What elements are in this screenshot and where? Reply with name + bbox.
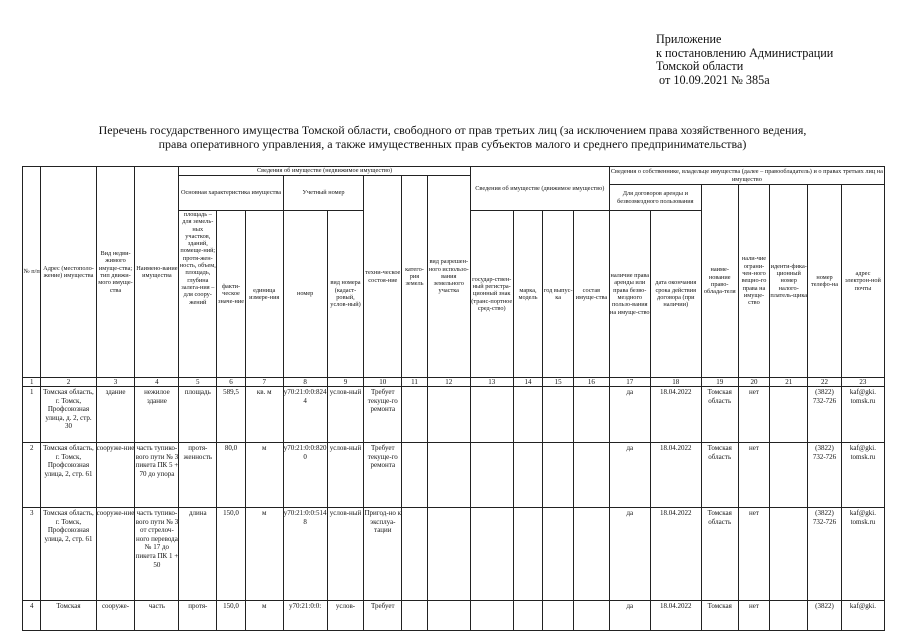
cell-year — [543, 443, 574, 508]
hdr-col-20: нали-чие ограни-чен-ного вещно-го права на имуще-ство — [738, 185, 770, 378]
cell-number: 1 — [23, 387, 41, 443]
cell-year — [543, 601, 574, 631]
hdr-col-5: площадь – для земель-ных участков, зданий, помеще-ний; протя-жен-ность, объем, площадь, глубина залега-ния – для соору-жений — [179, 211, 217, 378]
cell-reg-number: у70:21:0:0:8244 — [283, 387, 327, 443]
hdr-col-9: вид номера (кадаст-ровый, услов-ный) — [327, 211, 364, 378]
cell-model — [513, 387, 543, 443]
cell-lease-right: да — [609, 443, 650, 508]
cell-condition: Требует — [364, 601, 402, 631]
title-line-1: Перечень государственного имущества Томской области, свободного от прав третьих лиц (за исключением права хозяйственного ведения, — [98, 123, 807, 137]
cell-contract-end: 18.04.2022 — [650, 508, 701, 601]
col-number: 6 — [217, 378, 246, 387]
hdr-group-lease: Для договоров аренды и безвозмездного пользования — [609, 185, 701, 211]
cell-characteristic: протя-женность — [179, 443, 217, 508]
cell-email: kaf@gki. tomsk.ru — [841, 387, 884, 443]
hdr-group-main: Основная характеристика имущества — [179, 176, 283, 211]
cell-unit: м — [245, 443, 283, 508]
col-number: 18 — [650, 378, 701, 387]
cell-number: 3 — [23, 508, 41, 601]
appendix-block — [656, 33, 833, 87]
cell-name: часть — [135, 601, 179, 631]
cell-lease-right: да — [609, 508, 650, 601]
cell-vehicle-reg — [470, 387, 513, 443]
cell-vehicle-reg — [470, 443, 513, 508]
cell-value: 150,0 — [217, 508, 246, 601]
cell-land-use — [427, 443, 470, 508]
column-number-row — [23, 378, 885, 387]
col-number: 10 — [364, 378, 402, 387]
cell-unit: м — [245, 601, 283, 631]
appendix-line-1: Приложение — [656, 32, 722, 46]
cell-land-category — [402, 601, 428, 631]
hdr-col-21: иденти-фика-ционный номер налого-платель-щика — [770, 185, 808, 378]
cell-land-category — [402, 443, 428, 508]
cell-model — [513, 601, 543, 631]
document-title — [20, 123, 885, 151]
cell-land-category — [402, 387, 428, 443]
cell-year — [543, 508, 574, 601]
cell-phone: (3822) 732-726 — [808, 443, 842, 508]
cell-number: 4 — [23, 601, 41, 631]
cell-address: Томская область, г. Томск, Профсоюзная улица, 2, стр. 61 — [41, 508, 96, 601]
hdr-col-13: государ-ствен-ный регистра-ционный знак (транс-портное сред-ство) — [470, 211, 513, 378]
cell-lease-right: да — [609, 387, 650, 443]
cell-encumbrance: нет — [738, 601, 770, 631]
col-number: 23 — [841, 378, 884, 387]
col-number: 21 — [770, 378, 808, 387]
col-number: 5 — [179, 378, 217, 387]
cell-vehicle-reg — [470, 601, 513, 631]
appendix-line-4: от 10.09.2021 № 385а — [656, 72, 770, 87]
col-number: 16 — [574, 378, 610, 387]
hdr-group-owner: Сведения о собственнике, владельце имущества (далее – правообладатель) и о правах третьих лиц на имущество — [610, 168, 883, 183]
cell-unit: кв. м — [245, 387, 283, 443]
hdr-col-7: единица измере-ния — [245, 211, 283, 378]
col-number: 15 — [543, 378, 574, 387]
cell-model — [513, 443, 543, 508]
col-number: 8 — [283, 378, 327, 387]
table-row — [23, 601, 885, 631]
cell-address: Томская — [41, 601, 96, 631]
col-number: 7 — [245, 378, 283, 387]
hdr-col-6: факти-ческое значе-ние — [217, 211, 246, 378]
cell-inn — [770, 387, 808, 443]
appendix-line-3: Томской области — [656, 59, 744, 74]
cell-type: сооруже-ние — [96, 443, 135, 508]
cell-condition: Требует текуще-го ремонта — [364, 387, 402, 443]
cell-land-use — [427, 508, 470, 601]
cell-owner: Томская — [701, 601, 738, 631]
col-number: 11 — [402, 378, 428, 387]
cell-number-type: услов- — [327, 601, 364, 631]
hdr-col-4: Наимено-вание имущества — [135, 167, 179, 378]
cell-year — [543, 387, 574, 443]
hdr-col-16: состав имуще-ства — [574, 211, 610, 378]
hdr-col-12: вид разрешен-ного использо-вания земельного участка — [427, 176, 470, 378]
cell-name: нежилое здание — [135, 387, 179, 443]
hdr-col-23: адрес электрон-ной почты — [841, 185, 884, 378]
hdr-col-18: дата окончания срока действия договора (при наличии) — [650, 211, 701, 378]
cell-vehicle-reg — [470, 508, 513, 601]
cell-address: Томская область, г. Томск, Профсоюзная улица, д. 2, стр. 30 — [41, 387, 96, 443]
col-number: 4 — [135, 378, 179, 387]
col-number: 12 — [427, 378, 470, 387]
hdr-col-11: катего-рия земель — [402, 176, 428, 378]
col-number: 3 — [96, 378, 135, 387]
hdr-col-3: Вид недви-жимого имуще-ства; тип движи-мого имуще-ства — [96, 167, 135, 378]
hdr-group-movable: Сведения об имуществе (движимое имущество) — [470, 167, 609, 211]
cell-name: часть тупико-вого пути № 3 от стрелоч-ного перевода № 17 до пикета ПК 1 + 50 — [135, 508, 179, 601]
cell-reg-number: у70:21:0:0: — [283, 601, 327, 631]
cell-email: kaf@gki. — [841, 601, 884, 631]
cell-owner: Томская область — [701, 508, 738, 601]
hdr-group-cadastral: Учетный номер — [283, 176, 364, 211]
col-number: 13 — [470, 378, 513, 387]
cell-phone: (3822) 732-726 — [808, 387, 842, 443]
hdr-col-1: № п/п — [23, 167, 41, 378]
cell-owner: Томская область — [701, 387, 738, 443]
cell-number-type: услов-ный — [327, 508, 364, 601]
cell-type: сооруже- — [96, 601, 135, 631]
cell-land-use — [427, 601, 470, 631]
appendix-line-2: к постановлению Администрации — [656, 45, 834, 60]
cell-phone: (3822) 732-726 — [808, 508, 842, 601]
cell-model — [513, 508, 543, 601]
cell-reg-number: у70:21:0:0:8200 — [283, 443, 327, 508]
col-number: 17 — [609, 378, 650, 387]
cell-contract-end: 18.04.2022 — [650, 387, 701, 443]
cell-value: 589,5 — [217, 387, 246, 443]
hdr-col-10: техни-ческое состоя-ние — [364, 176, 402, 378]
cell-number: 2 — [23, 443, 41, 508]
col-number: 1 — [23, 378, 41, 387]
col-number: 19 — [701, 378, 738, 387]
cell-composition — [574, 601, 610, 631]
cell-characteristic: площадь — [179, 387, 217, 443]
cell-contract-end: 18.04.2022 — [650, 601, 701, 631]
cell-contract-end: 18.04.2022 — [650, 443, 701, 508]
cell-email: kaf@gki. tomsk.ru — [841, 443, 884, 508]
col-number: 9 — [327, 378, 364, 387]
cell-type: сооруже-ние — [96, 508, 135, 601]
hdr-col-14: марка, модель — [513, 211, 543, 378]
cell-land-use — [427, 387, 470, 443]
hdr-col-19: наиме-нование право-облада-теля — [701, 185, 738, 378]
property-table — [22, 166, 885, 631]
cell-encumbrance: нет — [738, 387, 770, 443]
table-row — [23, 443, 885, 508]
cell-reg-number: у70:21:0:0:5148 — [283, 508, 327, 601]
cell-owner: Томская область — [701, 443, 738, 508]
cell-characteristic: длина — [179, 508, 217, 601]
cell-inn — [770, 601, 808, 631]
hdr-group-realty: Сведения об имуществе (недвижимое имущество) — [179, 167, 470, 176]
col-number: 14 — [513, 378, 543, 387]
col-number: 20 — [738, 378, 770, 387]
col-number: 22 — [808, 378, 842, 387]
hdr-col-22: номер телефо-на — [808, 185, 842, 378]
hdr-col-8: номер — [283, 211, 327, 378]
cell-type: здание — [96, 387, 135, 443]
cell-encumbrance: нет — [738, 443, 770, 508]
cell-email: kaf@gki. tomsk.ru — [841, 508, 884, 601]
cell-composition — [574, 387, 610, 443]
cell-phone: (3822) — [808, 601, 842, 631]
cell-composition — [574, 443, 610, 508]
title-line-2: права оперативного управления, а также имущественных прав субъектов малого и среднего предпринимательства) — [158, 137, 747, 151]
cell-lease-right: да — [609, 601, 650, 631]
cell-address: Томская область, г. Томск, Профсоюзная улица, 2, стр. 61 — [41, 443, 96, 508]
table-row — [23, 508, 885, 601]
cell-unit: м — [245, 508, 283, 601]
cell-land-category — [402, 508, 428, 601]
cell-encumbrance: нет — [738, 508, 770, 601]
cell-condition: Пригод-но к эксплуа-тации — [364, 508, 402, 601]
cell-inn — [770, 443, 808, 508]
cell-number-type: услов-ный — [327, 387, 364, 443]
cell-number-type: услов-ный — [327, 443, 364, 508]
cell-characteristic: протя- — [179, 601, 217, 631]
cell-composition — [574, 508, 610, 601]
hdr-col-2: Адрес (местополо-жение) имущества — [41, 167, 96, 378]
hdr-col-17: наличие права аренды или права безво-мездного пользо-вания на имуще-ство — [609, 211, 650, 378]
table-row — [23, 387, 885, 443]
cell-value: 150,0 — [217, 601, 246, 631]
cell-condition: Требует текуще-го ремонта — [364, 443, 402, 508]
cell-value: 80,0 — [217, 443, 246, 508]
hdr-col-15: год выпус-ка — [543, 211, 574, 378]
cell-inn — [770, 508, 808, 601]
cell-name: часть тупико-вого пути № 3 пикета ПК 5 + 70 до упора — [135, 443, 179, 508]
col-number: 2 — [41, 378, 96, 387]
